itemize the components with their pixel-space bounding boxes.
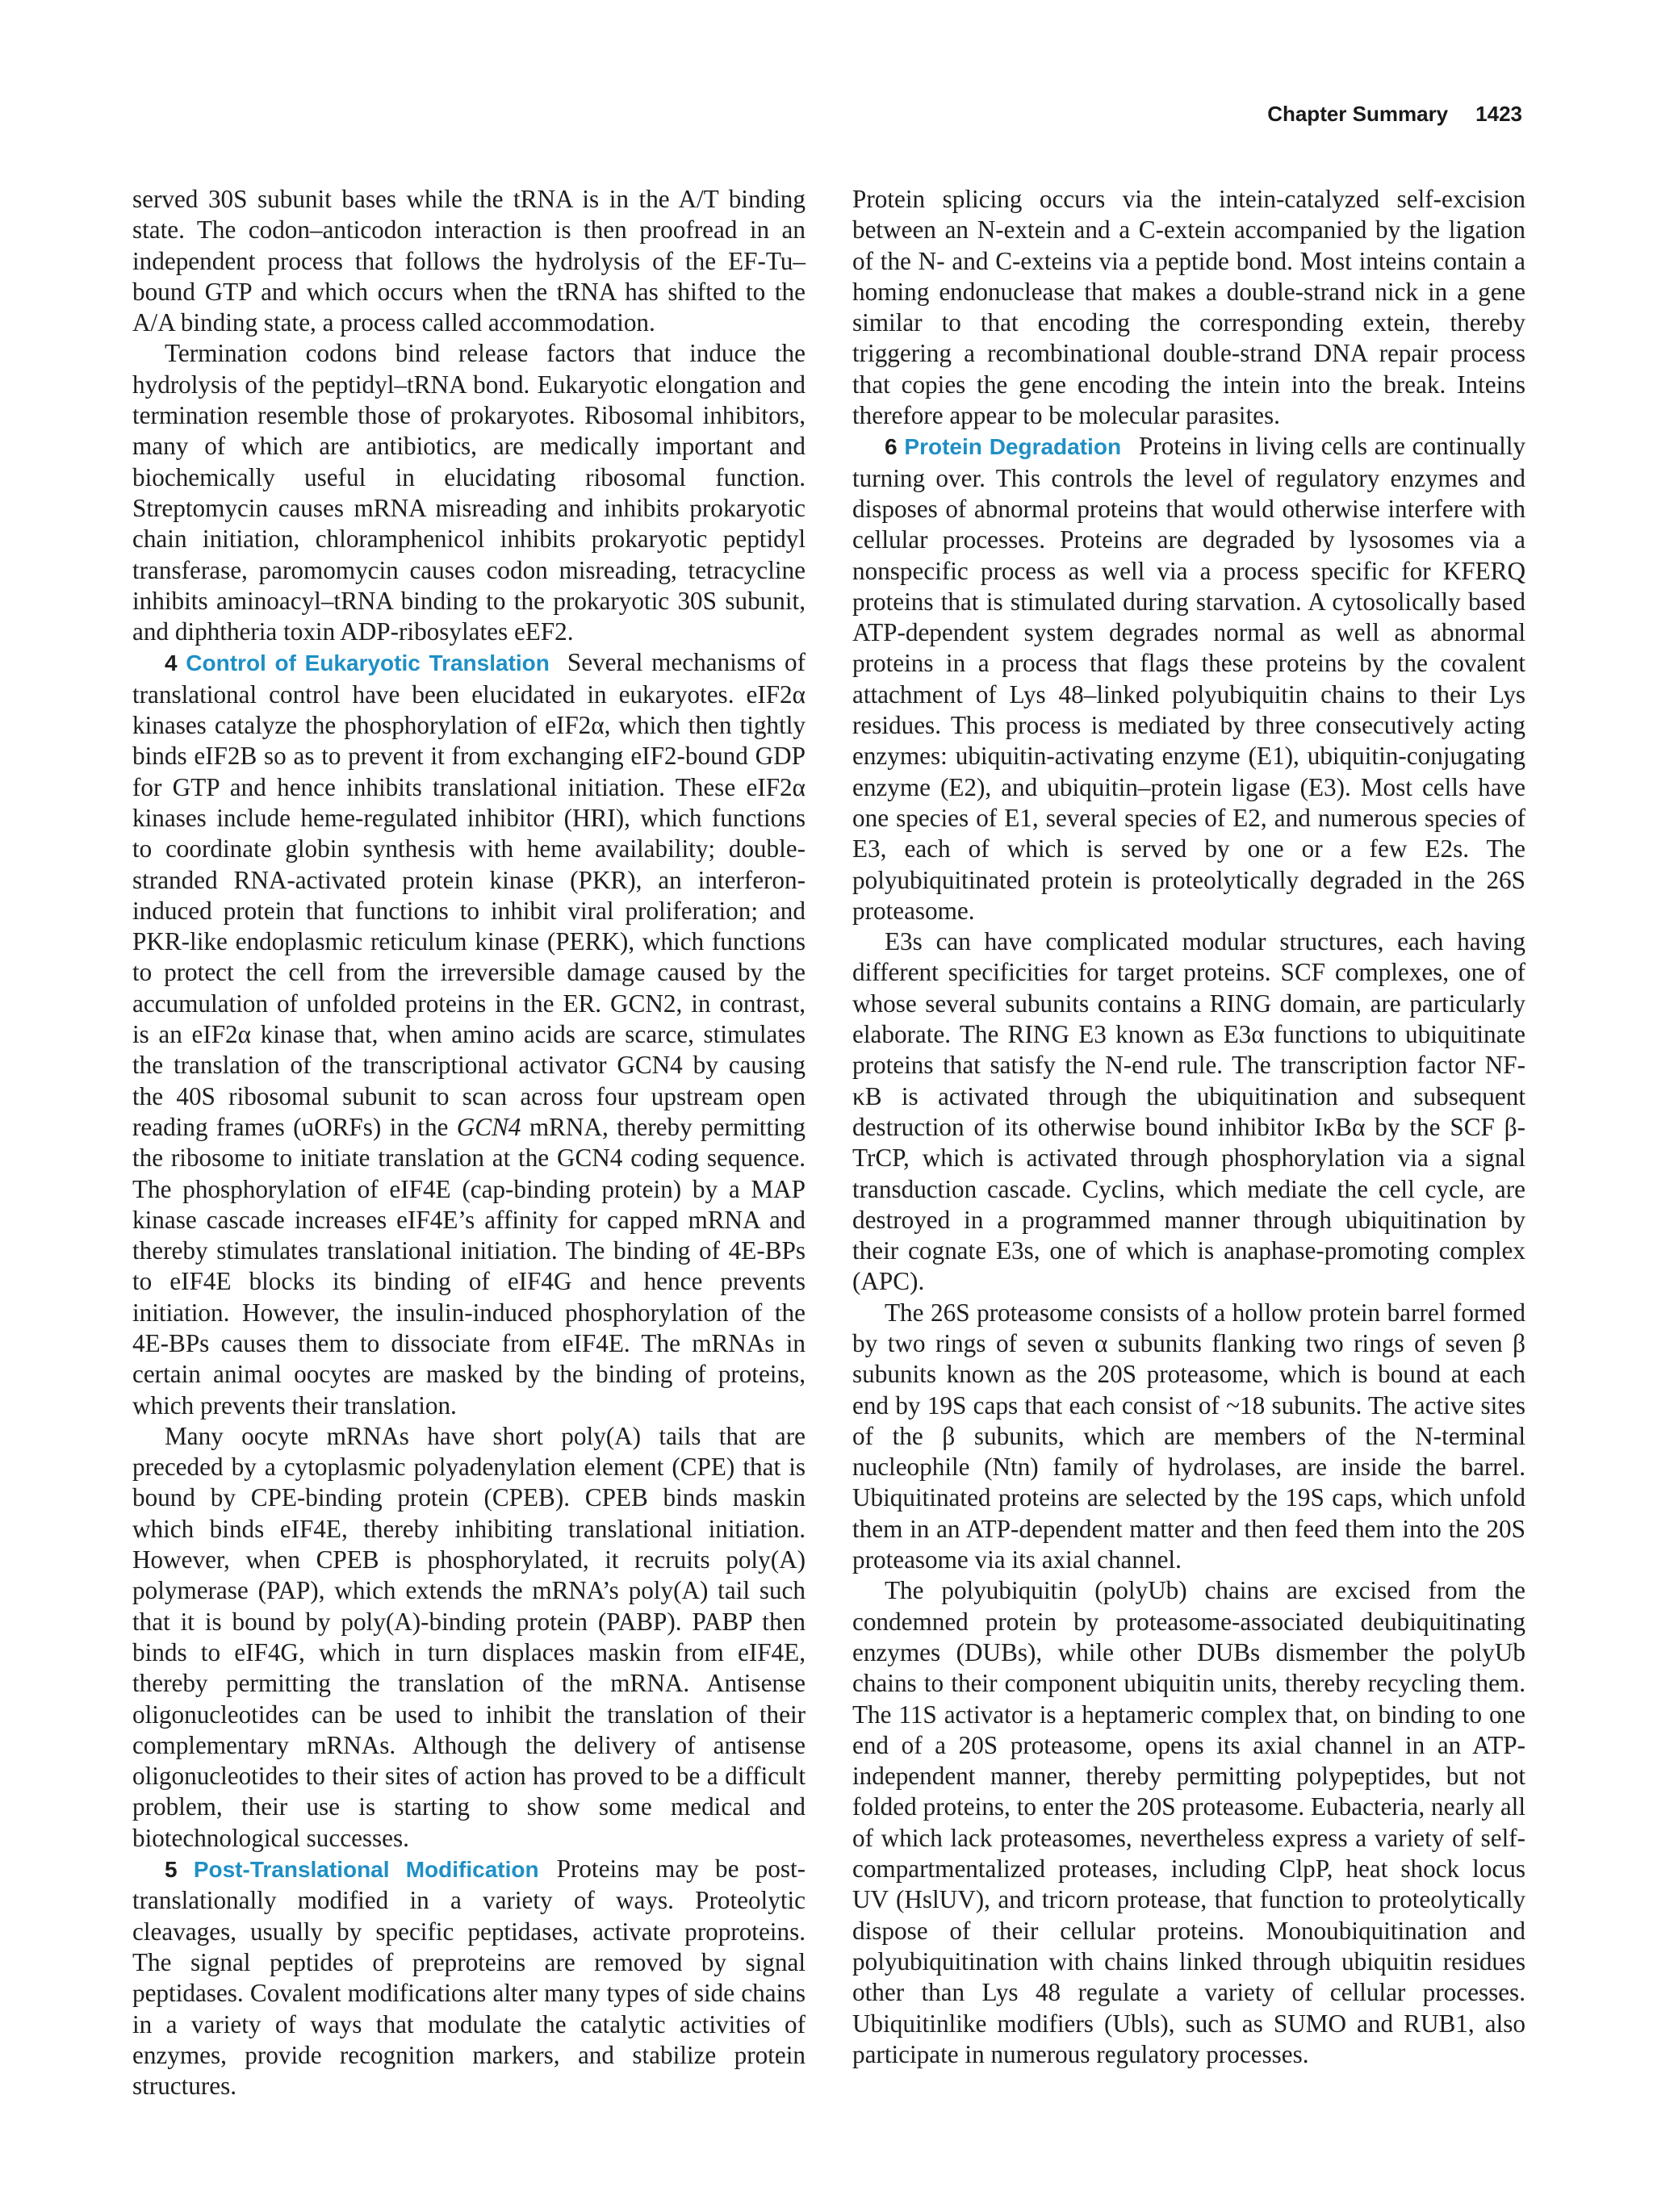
running-head [1267, 102, 1522, 127]
section-text: mRNA, thereby permitting the ribosome to initiate translation at the GCN4 coding sequence. The phosphorylation of eIF4E (cap-binding protein) by a MAP kinase cascade increases eIF4E’s affinity for capped mRNA and thereby stimulates translational initiation. The binding of 4E-BPs to eIF4E blocks its binding of eIF4G and hence prevents initiation. However, the insulin-induced phosphorylation of the 4E-BPs causes them to dissociate from eIF4E. The mRNAs in certain animal oocytes are masked by the binding of proteins, which prevents their translation. [132, 1112, 806, 1420]
paragraph: served 30S subunit bases while the tRNA is in the A/T binding state. The codon–anticodon interaction is then proofread in an independent process that follows the hydrolysis of the EF-Tu–bound GTP and which occurs when the tRNA has shifted to the A/A binding state, a process called accommodation. [132, 185, 806, 337]
gene-name: GCN4 [456, 1112, 521, 1141]
section-heading: Protein Degradation [904, 434, 1122, 460]
section-text: Proteins in living cells are continually turning over. This controls the level of regulatory enzymes and disposes of abnormal proteins that would otherwise interfere with cellular processes. Proteins are degraded by lysosomes via a nonspecific process as well via a process specific for KFERQ proteins that is stimulated during starvation. A cytosolically based ATP-dependent system degrades normal as well as abnormal proteins in a process that flags these proteins by the covalent attachment of Lys 48–linked polyubiquitin chains to their Lys residues. This process is mediated by three consecutively acting enzymes: ubiquitin-activating enzyme (E1), ubiquitin-conjugating enzyme (E2), and ubiquitin–protein ligase (E3). Most cells have one species of E1, several species of E2, and numerous species of E3, each of which is served by one or a few E2s. The polyubiquitinated protein is proteolytically degraded in the 26S proteasome. [852, 432, 1525, 925]
paragraph: Termination codons bind release factors that induce the hydrolysis of the peptidyl–tRNA bond. Eukaryotic elongation and termination resemble those of prokaryotes. Ribosomal inhibitors, many of which are antibiotics, are medically important and biochemically useful in elucidating ribosomal function. Streptomycin causes mRNA misreading and inhibits prokaryotic chain initiation, chloramphenicol inhibits prokaryotic peptidyl transferase, paromomycin causes codon misreading, tetracycline inhibits aminoacyl–tRNA binding to the prokaryotic 30S subunit, and diphtheria toxin ADP-ribosylates eEF2. [132, 339, 806, 646]
section-5-paragraph [132, 1854, 806, 2101]
left-column [132, 184, 806, 2101]
paragraph: The 26S proteasome consists of a hollow protein barrel formed by two rings of seven α subunits flanking two rings of seven β subunits known as the 20S proteasome, which is bound at each end by 19S caps that each consist of ~18 subunits. The active sites of the β subunits, which are members of the N-terminal nucleophile (Ntn) family of hydrolases, are inside the barrel. Ubiquitinated proteins are selected by the 19S caps, which unfold them in an ATP-dependent matter and then feed them into the 20S proteasome via its axial channel. [852, 1298, 1525, 1574]
paragraph: The polyubiquitin (polyUb) chains are excised from the condemned protein by proteasome-associated deubiquitinating enzymes (DUBs), while other DUBs dismember the polyUb chains to their component ubiquitin units, thereby recycling them. The 11S activator is a heptameric complex that, on binding to one end of a 20S proteasome, opens its axial channel in an ATP-independent manner, thereby permitting polypeptides, but not folded proteins, to enter the 20S proteasome. Eubacteria, nearly all of which lack proteasomes, nevertheless express a variety of self-compartmentalized proteases, including ClpP, heat shock locus UV (HslUV), and tricorn protease, that function to proteolytically dispose of their cellular proteins. Monoubiquitination and polyubiquitination with chains linked through ubiquitin residues other than Lys 48 regulate a variety of cellular processes. Ubiquitinlike modifiers (Ubls), such as SUMO and RUB1, also participate in numerous regulatory processes. [852, 1576, 1525, 2068]
running-head-section: Chapter Summary [1267, 102, 1449, 126]
section-number: 5 [165, 1857, 178, 1883]
section-number: 4 [165, 650, 178, 676]
section-text: Several mechanisms of translational control have been elucidated in eukaryotes. eIF2α kinases catalyze the phosphorylation of eIF2α, which then tightly binds eIF2B so as to prevent it from exchanging eIF2-bound GDP for GTP and hence inhibits translational initiation. These eIF2α kinases include heme-regulated inhibitor (HRI), which functions to coordinate globin synthesis with heme availability; double-stranded RNA-activated protein kinase (PKR), an interferon-induced protein that functions to inhibit viral proliferation; and PKR-like endoplasmic reticulum kinase (PERK), which functions to protect the cell from the irreversible damage caused by the accumulation of unfolded proteins in the ER. GCN2, in contrast, is an eIF2α kinase that, when amino acids are scarce, stimulates the translation of the transcriptional activator GCN4 by causing the 40S ribosomal subunit to scan across four upstream open reading frames (uORFs) in the [132, 648, 806, 1141]
section-4-paragraph [132, 647, 806, 1420]
section-number: 6 [885, 434, 898, 460]
section-heading: Control of Eukaryotic Translation [186, 650, 550, 676]
page-number: 1423 [1475, 102, 1522, 126]
paragraph: Protein splicing occurs via the intein-catalyzed self-excision between an N-extein and a C-extein accompanied by the ligation of the N- and C-exteins via a peptide bond. Most inteins contain a homing endonuclease that makes a double-strand nick in a gene similar to that encoding the corresponding extein, thereby triggering a recombinational double-strand DNA repair process that copies the gene encoding the intein into the break. Inteins therefore appear to be molecular parasites. [852, 185, 1525, 430]
right-column [852, 184, 1525, 2070]
section-text: Proteins may be post-translationally modified in a variety of ways. Proteolytic cleavages, usually by specific peptidases, activate proproteins. The signal peptides of preproteins are removed by signal peptidases. Covalent modifications alter many types of side chains in a variety of ways that modulate the catalytic activities of enzymes, provide recognition markers, and stabilize protein structures. [132, 1854, 806, 2101]
paragraph: E3s can have complicated modular structures, each having different specificities for target proteins. SCF complexes, one of whose several subunits contains a RING domain, are particularly elaborate. The RING E3 known as E3α functions to ubiquitinate proteins that satisfy the N-end rule. The transcription factor NF-κB is activated through the ubiquitination and subsequent destruction of its otherwise bound inhibitor IκBα by the SCF β-TrCP, which is activated through phosphorylation via a signal transduction cascade. Cyclins, which mediate the cell cycle, are destroyed in a programmed manner through ubiquitination by their cognate E3s, one of which is anaphase-promoting complex (APC). [852, 927, 1525, 1296]
section-6-paragraph [852, 431, 1525, 926]
paragraph: Many oocyte mRNAs have short poly(A) tails that are preceded by a cytoplasmic polyadenylation element (CPE) that is bound by CPE-binding protein (CPEB). CPEB binds maskin which binds eIF4E, thereby inhibiting translational initiation. However, when CPEB is phosphorylated, it recruits poly(A) polymerase (PAP), which extends the mRNA’s poly(A) tail such that it is bound by poly(A)-binding protein (PABP). PABP then binds to eIF4G, which in turn displaces maskin from eIF4E, thereby permitting the translation of the mRNA. Antisense oligonucleotides can be used to inhibit the translation of their complementary mRNAs. Although the delivery of antisense oligonucleotides to their sites of action has proved to be a difficult problem, their use is starting to show some medical and biotechnological successes. [132, 1421, 806, 1852]
section-heading: Post-Translational Modification [193, 1857, 539, 1883]
